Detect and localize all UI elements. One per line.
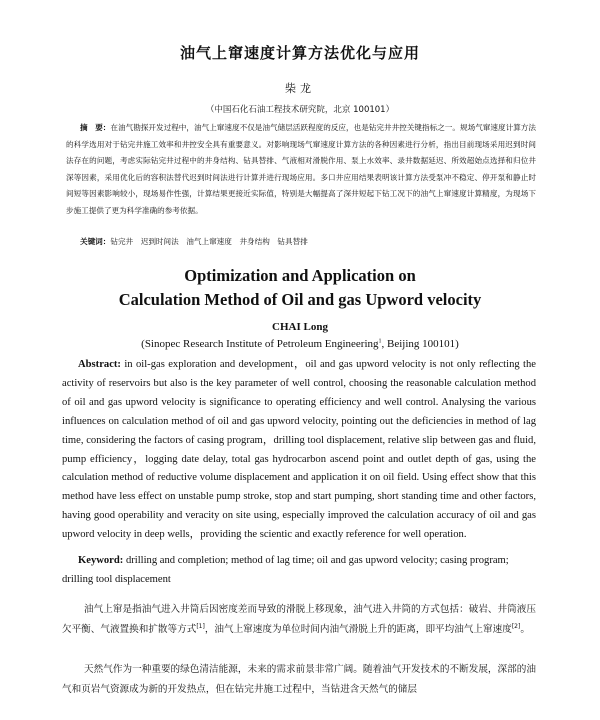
body-paragraph-2: 天然气作为一种重要的绿色清洁能源，未来的需求前景非常广阔。随着油气开发技术的不断发展，深部的油气和页岩气资源成为新的开发热点，但在钻完井施工过程中，当钻进含天然气的储层 (62, 664, 536, 695)
chinese-keywords-label: 关键词： (80, 237, 111, 246)
body-paragraph-1 (62, 600, 536, 640)
english-keywords-text: drilling and completion; method of lag time; oil and gas upword velocity; casing program; drilling tool displacement (62, 555, 509, 585)
chinese-abstract (66, 120, 536, 220)
chinese-affiliation: （中国石化石油工程技术研究院，北京 100101） (205, 105, 395, 115)
body-paragraph-1-text-c: 。 (520, 624, 530, 635)
body-paragraph-1-text-b: ，油气上窜速度为单位时间内油气滑脱上升的距离，即平均油气上窜速度 (204, 624, 512, 635)
citation-2: [2] (511, 622, 521, 630)
english-affiliation-end: , Beijing 100101) (381, 338, 459, 350)
chinese-abstract-text: 在油气勘探开发过程中，油气上窜速度不仅是油气储层活跃程度的反应，也是钻完井井控关键指标之一。规场气窜速度计算方法的科学选用对于钻完井施工效率和井控安全具有重要意义。对影响现场气窜速度计算方法的各种因素进行分析，指出目前现场采用迟到时间法存在的问题，考虑实际钻完井过程中的井身结构、钻具替排、气液相对滑脱作用、泵上水效率、录井数据延迟、所效超始点选择和归位井深等因素，采用优化后的容积法替代迟到时间法进行计算并进行现场应用。多口井应用结果表明该计算方法受泵冲不稳定、停开泵和静止时间短等因素影响较小，现场易作性强，计算结果更接近实际值，特别是大幅提高了深井短起下钻工况下的油气上窜速度计算精度，为现场下步施工提供了更为科学准确的参考依据。 (66, 123, 536, 215)
english-affiliation-text: (Sinopec Research Institute of Petroleum Engineering (141, 338, 379, 350)
chinese-keywords-text: 钻完井 迟到时间法 油气上窜速度 井身结构 钻具替排 (110, 237, 308, 246)
english-author: CHAI Long (272, 321, 328, 333)
chinese-abstract-label: 摘 要： (80, 123, 111, 132)
english-abstract-text: in oil-gas exploration and development，oil and gas upword velocity is not only reflecting the activity of reservoirs but also is the key parameter of well control, choosing the reasonable calculation method of oil and gas upword velocity is significance to operating efficiency and well control. Analysing the various influences on calculation method of oil and gas upword velocity, pointing out the deficiencies in method of lag time, considering the factors of casing program，drilling tool displacement, relative slip between gas and fluid, pump efficiency，logging date delay, total gas hydrocarbon ascend point and outlet depth of gas, using the calculation method of reductive volume displacement and application it on oil field. Using effect show that this method have less effect on unstable pump stroke, stop and start pumping, short standing time and other factors, having good operability and veracity on site using, especially improved the calculation accuracy of oil and gas upword velocity in deep wells，providing the scientic and exactly reference for well operation. (62, 359, 536, 541)
english-keywords (62, 552, 536, 590)
affiliation-superscript: 1 (378, 338, 382, 345)
english-abstract-label: Abstract: (78, 359, 121, 370)
chinese-keywords (80, 236, 536, 247)
english-title-line-1: Optimization and Application on (184, 266, 416, 285)
chinese-title: 油气上窜速度计算方法优化与应用 (179, 44, 420, 62)
english-affiliation (0, 338, 600, 350)
english-title-line-2: Calculation Method of Oil and gas Upword velocity (118, 290, 482, 309)
body-paragraph-1-text-a: 油气上窜是指油气进入井筒后因密度差而导致的滑脱上移现象，油气进入井筒的方式包括：破岩、井筒液压欠平衡、气液置换和扩散等方式 (62, 604, 536, 635)
citation-1: [1] (196, 622, 205, 630)
english-keywords-label: Keyword: (78, 555, 124, 566)
chinese-author: 柴龙 (285, 82, 315, 95)
english-abstract (62, 356, 536, 545)
